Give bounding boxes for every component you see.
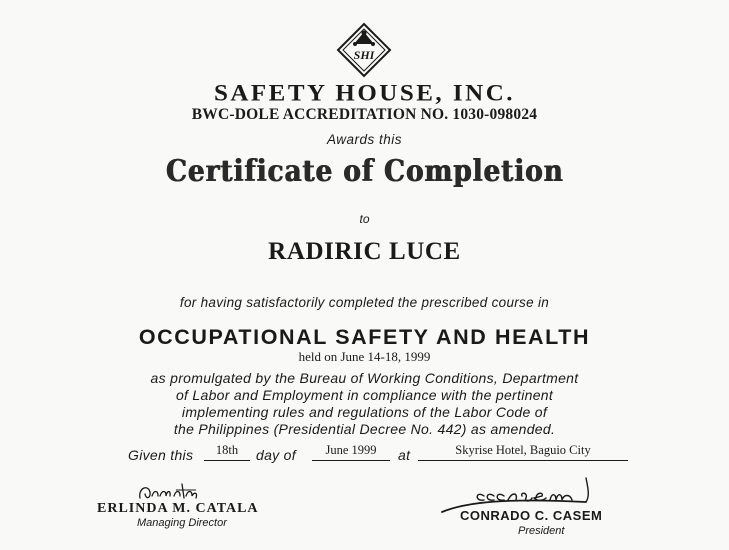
promulgated-line: as promulgated by the Bureau of Working Conditions, Department: [150, 370, 579, 386]
promulgated-line: the Philippines (Presidential Decree No. 442) as amended.: [173, 421, 556, 437]
day-underline: [204, 460, 250, 461]
left-signatory-name: ERLINDA M. CATALA: [97, 501, 259, 516]
company-name: SAFETY HOUSE, INC.: [213, 81, 516, 106]
right-signatory-title: President: [518, 525, 565, 537]
month-underline: [312, 460, 390, 461]
place-value: Skyrise Hotel, Baguio City: [455, 443, 591, 457]
recipient-name: RADIRIC LUCE: [268, 238, 461, 265]
day-value: 18th: [215, 443, 239, 457]
right-signatory-name: CONRADO C. CASEM: [460, 508, 603, 523]
certificate-title: Certificate of Completion: [165, 154, 564, 189]
accreditation-number: BWC-DOLE ACCREDITATION NO. 1030-098024: [191, 106, 538, 123]
diamond-logo-icon: [336, 22, 392, 78]
held-on-date: held on June 14-18, 1999: [298, 349, 431, 364]
promulgated-line: of Labor and Employment in compliance with the pertinent: [175, 387, 554, 403]
company-logo: [336, 22, 392, 78]
given-this-label: Given this: [128, 447, 194, 463]
to-text: to: [359, 212, 370, 226]
awards-this-text: Awards this: [326, 132, 403, 147]
place-underline: [418, 460, 628, 461]
course-name: OCCUPATIONAL SAFETY AND HEALTH: [138, 325, 591, 349]
month-value: June 1999: [325, 443, 377, 457]
promulgated-line: implementing rules and regulations of the Labor Code of: [181, 404, 548, 420]
logo-monogram: SHI: [353, 48, 375, 62]
left-signatory-title: Managing Director: [137, 517, 227, 529]
at-label: at: [398, 447, 411, 463]
completion-statement: for having satisfactorily completed the prescribed course in: [179, 295, 550, 310]
day-of-label: day of: [256, 447, 296, 463]
given-date-place: [0, 441, 729, 469]
